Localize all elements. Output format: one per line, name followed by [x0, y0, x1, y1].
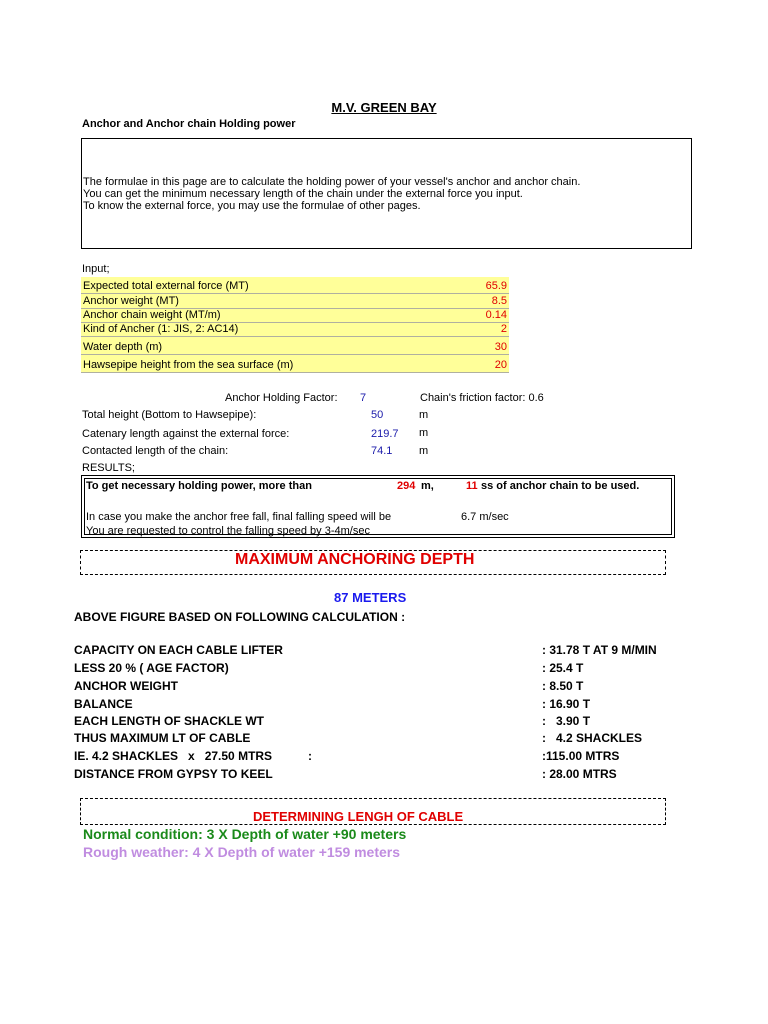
input-table	[81, 277, 509, 373]
calc-label: Total height (Bottom to Hawsepipe):	[82, 409, 257, 421]
results-speed: 6.7 m/sec	[461, 511, 509, 523]
calculation-value: : 3.90 T	[542, 714, 591, 728]
intro-line-2: You can get the minimum necessary length of the chain under the external force you input.	[83, 188, 523, 200]
calculation-value: : 16.90 T	[542, 697, 591, 711]
results-line-2: In case you make the anchor free fall, final falling speed will be	[86, 511, 392, 523]
calc-value: 50	[371, 409, 384, 421]
calculation-label: LESS 20 % ( AGE FACTOR)	[74, 661, 229, 675]
calculation-label: EACH LENGTH OF SHACKLE WT	[74, 714, 264, 728]
input-row[interactable]	[81, 277, 509, 294]
calculation-basis: ABOVE FIGURE BASED ON FOLLOWING CALCULATION :	[74, 610, 406, 624]
input-row-label: Water depth (m)	[83, 341, 163, 353]
input-row-value[interactable]: 30	[494, 341, 507, 353]
calculation-value: : 31.78 T AT 9 M/MIN	[542, 643, 657, 657]
input-label: Input;	[82, 263, 110, 275]
results-label: RESULTS;	[82, 462, 135, 474]
calculation-value: : 28.00 MTRS	[542, 767, 617, 781]
calculation-label: BALANCE	[74, 697, 133, 711]
calculation-value: : 8.50 T	[542, 679, 584, 693]
calc-unit: m	[419, 409, 429, 421]
calculation-label: DISTANCE FROM GYPSY TO KEEL	[74, 767, 273, 781]
results-shackles-value: 11	[466, 480, 478, 492]
results-line-3: You are requested to control the falling speed by 3-4m/sec	[86, 525, 370, 537]
input-row[interactable]	[81, 323, 509, 337]
input-row-value[interactable]: 2	[500, 323, 507, 335]
input-row-label: Expected total external force (MT)	[83, 280, 249, 292]
calc-label: Catenary length against the external force:	[82, 428, 290, 440]
calculation-label: ANCHOR WEIGHT	[74, 679, 178, 693]
results-box	[81, 475, 675, 538]
max-depth-heading: MAXIMUM ANCHORING DEPTH	[235, 551, 475, 568]
input-row-label: Anchor chain weight (MT/m)	[83, 309, 221, 321]
holding-factor-value: 7	[360, 392, 367, 404]
calc-unit: m	[419, 445, 429, 457]
input-row-value[interactable]: 0.14	[485, 309, 507, 321]
calculation-value: : 25.4 T	[542, 661, 584, 675]
cable-rough-weather: Rough weather: 4 X Depth of water +159 meters	[83, 844, 401, 860]
cable-heading: DETERMINING LENGH OF CABLE	[253, 809, 464, 824]
calc-value: 74.1	[371, 445, 393, 457]
calc-unit: m	[419, 427, 429, 439]
calc-label: Contacted length of the chain:	[82, 445, 229, 457]
intro-box	[81, 138, 692, 249]
input-row[interactable]	[81, 309, 509, 323]
calculation-label: CAPACITY ON EACH CABLE LIFTER	[74, 643, 283, 657]
input-row-value[interactable]: 65.9	[485, 280, 507, 292]
page-title: M.V. GREEN BAY	[331, 100, 437, 115]
input-row-value[interactable]: 8.5	[491, 295, 507, 307]
input-row[interactable]	[81, 294, 509, 309]
input-row[interactable]	[81, 355, 509, 373]
calculation-colon: :	[308, 749, 312, 763]
calculation-label: IE. 4.2 SHACKLES x 27.50 MTRS	[74, 749, 273, 763]
results-shackles-text: ss of anchor chain to be used.	[481, 480, 640, 492]
cable-normal-condition: Normal condition: 3 X Depth of water +90 meters	[83, 826, 407, 842]
intro-line-3: To know the external force, you may use the formulae of other pages.	[83, 200, 421, 212]
calculation-value: :115.00 MTRS	[542, 749, 620, 763]
input-row-label: Kind of Ancher (1: JIS, 2: AC14)	[83, 323, 239, 335]
input-row[interactable]	[81, 337, 509, 355]
input-row-label: Anchor weight (MT)	[83, 295, 179, 307]
results-length-value: 294	[397, 480, 416, 492]
input-row-value[interactable]: 20	[494, 359, 507, 371]
calc-value: 219.7	[371, 428, 399, 440]
results-line-1: To get necessary holding power, more than	[86, 480, 312, 492]
results-length-unit: m,	[421, 480, 434, 492]
page-subtitle: Anchor and Anchor chain Holding power	[82, 118, 296, 130]
calculation-label: THUS MAXIMUM LT OF CABLE	[74, 731, 251, 745]
calculation-value: : 4.2 SHACKLES	[542, 731, 643, 745]
holding-factor-label: Anchor Holding Factor:	[225, 392, 338, 404]
friction-factor: Chain's friction factor: 0.6	[420, 392, 544, 404]
max-depth-value: 87 METERS	[334, 590, 407, 605]
intro-line-1: The formulae in this page are to calculate the holding power of your vessel's anchor and anchor chain.	[83, 176, 581, 188]
input-row-label: Hawsepipe height from the sea surface (m)	[83, 359, 294, 371]
